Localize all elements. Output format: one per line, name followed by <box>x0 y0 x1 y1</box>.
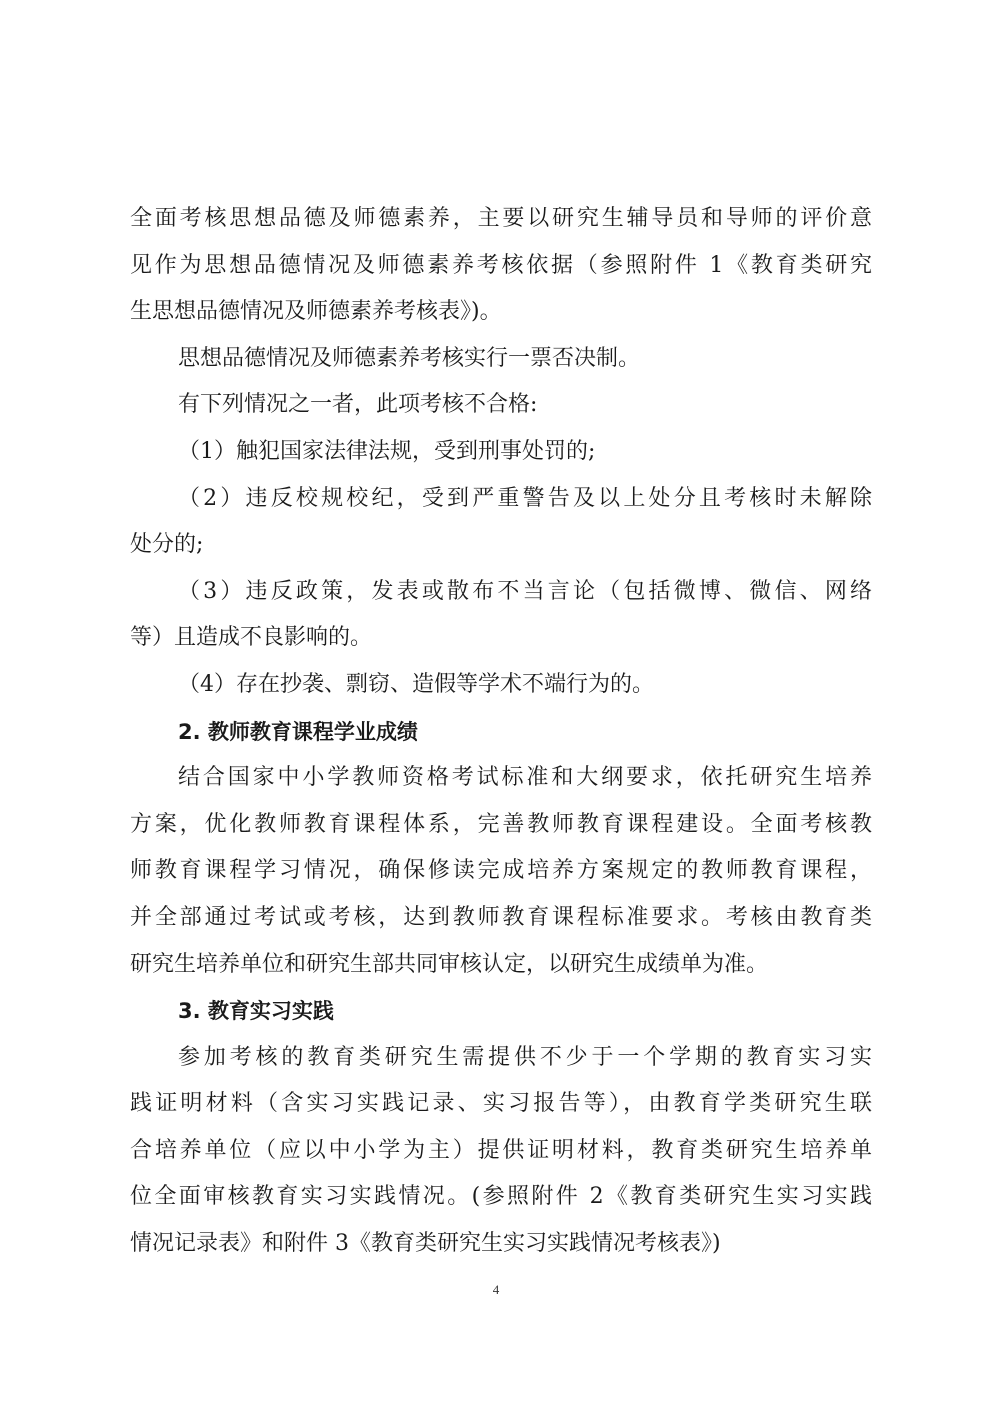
text-line: 处分的; <box>130 532 204 558</box>
text-line: 生思想品德情况及师德素养考核表》)。 <box>130 299 502 325</box>
text-line: 位全面审核教育实习实践情况。(参照附件 2《教育类研究生实习实践 <box>130 1184 872 1210</box>
text-line: 结合国家中小学教师资格考试标准和大纲要求，依托研究生培养 <box>178 765 872 791</box>
text-line: 见作为思想品德情况及师德素养考核依据（参照附件 1《教育类研究 <box>130 252 872 278</box>
text-line: 研究生培养单位和研究生部共同审核认定，以研究生成绩单为准。 <box>130 951 769 977</box>
list-item: （1）触犯国家法律法规，受到刑事处罚的; <box>178 438 596 464</box>
text-line: 有下列情况之一者，此项考核不合格: <box>178 392 538 418</box>
text-line: 参加考核的教育类研究生需提供不少于一个学期的教育实习实 <box>178 1044 872 1070</box>
section-heading: 2. 教师教育课程学业成绩 <box>178 719 418 744</box>
section-heading: 3. 教育实习实践 <box>178 999 334 1024</box>
text-line: 师教育课程学习情况，确保修读完成培养方案规定的教师教育课程， <box>130 858 872 884</box>
text-line: 等）且造成不良影响的。 <box>130 625 373 651</box>
text-line: 方案，优化教师教育课程体系，完善教师教育课程建设。全面考核教 <box>130 811 872 837</box>
text-line: 情况记录表》和附件 3《教育类研究生实习实践情况考核表》) <box>130 1231 721 1257</box>
list-item: （4）存在抄袭、剽窃、造假等学术不端行为的。 <box>178 671 654 697</box>
page-number: 4 <box>492 1282 500 1297</box>
list-item: （2）违反校规校纪，受到严重警告及以上处分且考核时未解除 <box>178 485 872 511</box>
text-line: 合培养单位（应以中小学为主）提供证明材料，教育类研究生培养单 <box>130 1137 872 1163</box>
text-line: 全面考核思想品德及师德素养，主要以研究生辅导员和导师的评价意 <box>130 206 872 231</box>
text-line: 并全部通过考试或考核，达到教师教育课程标准要求。考核由教育类 <box>130 904 872 930</box>
text-line: 思想品德情况及师德素养考核实行一票否决制。 <box>178 345 641 371</box>
body-text <box>130 196 872 1268</box>
text-line: 践证明材料（含实习实践记录、实习报告等），由教育学类研究生联 <box>130 1091 872 1117</box>
list-item: （3）违反政策，发表或散布不当言论（包括微博、微信、网络 <box>178 578 872 604</box>
